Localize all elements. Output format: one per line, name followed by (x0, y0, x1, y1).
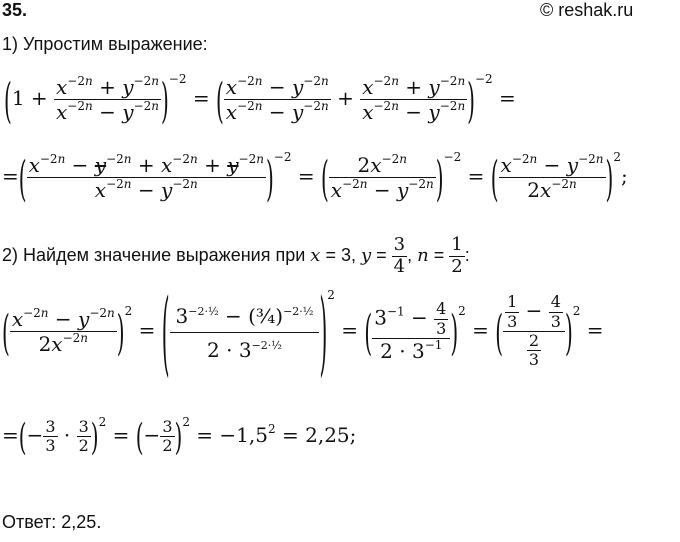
watermark: © reshak.ru (540, 0, 634, 20)
math-line-3: ( $\frac{x^{-2n} - y^{-2n}}{2x^{-2n}}$ )$^2$ = ( $\frac{3^{-2\cdot\frac{1}{2}} - (\frac{3}{4})^{-2\cdot\frac{1}{2}}}{2 \cdot 3^{-2\cdot\frac{1}{2}}}$ )$^2$ = ( $3^{-1}$ − $\frac{4}{3}$ $2 \cdot 3^{-1}$ )$^2$ = ( $\frac{1}{3}$ − $\frac{4}{3}$ $\frac{2}{3}$ )$^2$ = (2, 276, 604, 387)
step2-title: 2) Найдем значение выражения при x = 3, y = $\frac{3}{4}$ , n = $\frac{1}{2}$ : (2, 234, 470, 277)
step1-title: 1) Упростим выражение: (2, 34, 208, 54)
math-line-1: (1 + $\frac{x^{-2n} + y^{-2n}}{x^{-2n} - y^{-2n}}$ )$^{-2}$ = ( $\frac{x^{-2n} - y^{-2n}}{x^{-2n} - y^{-2n}}$ + $\frac{x^{-2n} + y^{-2n}}{x^{-2n} - y^{-2n}}$ )$^{-2}$ = (4, 70, 516, 129)
math-line-4: =(− $\frac{3}{3}$ · $\frac{3}{2}$ )$^2$ = (− $\frac{3}{2}$ )$^2 = -1,5^2 = 2,25$; (2, 414, 357, 459)
problem-number: 35. (2, 0, 28, 20)
answer-value: 2,25. (61, 512, 102, 532)
answer-label: Ответ: (2, 512, 57, 532)
answer-line (2, 512, 101, 533)
math-line-2: =( $\frac{x^{-2n} - y^{-2n} + x^{-2n} + y^{-2n}}{x^{-2n} - y^{-2n}}$ )$^{-2}$ = ( $\frac{2x^{-2n}}{x^{-2n} - y^{-2n}}$ )$^{-2}$ = ( $\frac{x^{-2n} - y^{-2n}}{2x^{-2n}}$ )$^2$; (2, 148, 628, 207)
